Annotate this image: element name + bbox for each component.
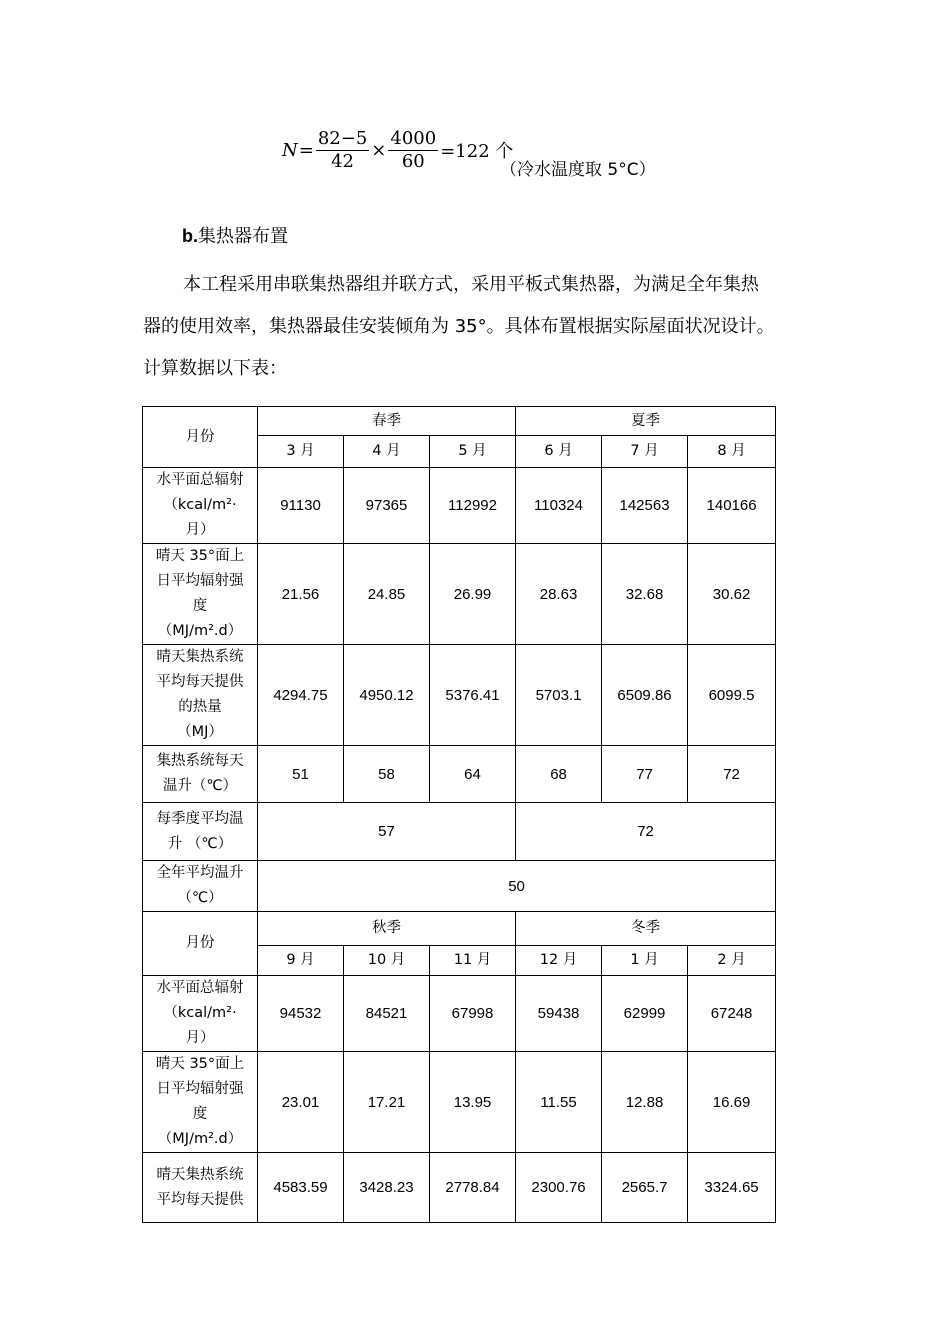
label-line: 水平面总辐射 [156, 472, 244, 488]
data-cell: 6099.5 [688, 645, 776, 746]
label-line: 平均每天提供 [156, 674, 244, 690]
label-line: （℃） [177, 890, 223, 906]
month-cell: 11 月 [430, 946, 516, 976]
label-line: 晴天集热系统 [156, 1166, 244, 1183]
body-paragraph [143, 264, 823, 390]
row-label-daily-radiation [143, 1052, 258, 1153]
data-cell: 30.62 [688, 544, 776, 645]
label-line: 每季度平均温 [156, 810, 244, 827]
row-label-heat [143, 645, 258, 746]
row-label-year-average [143, 861, 258, 912]
table-row [143, 912, 776, 946]
data-cell: 64 [430, 746, 516, 803]
label-line: 平均每天提供 [156, 1191, 244, 1208]
data-cell: 72 [688, 746, 776, 803]
fraction-2-denominator: 60 [401, 150, 425, 172]
data-cell: 140166 [688, 468, 776, 544]
data-cell: 17.21 [344, 1052, 430, 1153]
label-line: 升 （℃） [167, 835, 233, 852]
formula-times: × [371, 139, 387, 161]
data-cell: 5703.1 [516, 645, 602, 746]
season-spring: 春季 [258, 407, 516, 436]
month-cell: 6 月 [516, 436, 602, 468]
data-cell: 77 [602, 746, 688, 803]
table-row [143, 645, 776, 746]
formula [282, 122, 514, 178]
data-cell: 6509.86 [602, 645, 688, 746]
season-autumn: 秋季 [258, 912, 516, 946]
table-row [143, 544, 776, 645]
label-line: （MJ/m².d） [157, 1131, 243, 1147]
table-row [143, 1153, 776, 1223]
fraction-1-denominator: 42 [331, 150, 355, 172]
data-cell: 5376.41 [430, 645, 516, 746]
table-row [143, 861, 776, 912]
label-line: 度 [192, 598, 208, 614]
data-cell: 2778.84 [430, 1153, 516, 1223]
season-winter: 冬季 [516, 912, 776, 946]
data-cell: 67248 [688, 976, 776, 1052]
data-cell: 32.68 [602, 544, 688, 645]
table-row [143, 468, 776, 544]
data-cell: 94532 [258, 976, 344, 1052]
data-cell: 28.63 [516, 544, 602, 645]
month-cell: 3 月 [258, 436, 344, 468]
data-cell: 142563 [602, 468, 688, 544]
month-cell: 1 月 [602, 946, 688, 976]
label-line: 晴天 35°面上 [155, 548, 245, 564]
row-label-daily-rise [143, 746, 258, 803]
formula-equals: = [298, 139, 314, 161]
formula-variable: N [282, 139, 298, 161]
month-cell: 9 月 [258, 946, 344, 976]
label-line: 全年平均温升 [156, 865, 244, 881]
label-line: （MJ） [177, 724, 223, 740]
data-cell: 26.99 [430, 544, 516, 645]
data-cell: 4583.59 [258, 1153, 344, 1223]
label-line: （kcal/m²· [163, 1005, 237, 1021]
section-letter: b. [182, 226, 198, 246]
month-cell: 7 月 [602, 436, 688, 468]
data-cell: 3324.65 [688, 1153, 776, 1223]
data-cell: 23.01 [258, 1052, 344, 1153]
season-summer: 夏季 [516, 407, 776, 436]
month-cell: 2 月 [688, 946, 776, 976]
year-average-value: 50 [258, 861, 776, 912]
label-line: 水平面总辐射 [156, 980, 244, 996]
month-cell: 4 月 [344, 436, 430, 468]
data-cell: 68 [516, 746, 602, 803]
section-heading [182, 222, 288, 248]
data-cell: 67998 [430, 976, 516, 1052]
data-cell: 2565.7 [602, 1153, 688, 1223]
data-cell: 62999 [602, 976, 688, 1052]
data-cell: 91130 [258, 468, 344, 544]
month-label-cell: 月份 [143, 912, 258, 976]
data-cell: 58 [344, 746, 430, 803]
data-cell: 59438 [516, 976, 602, 1052]
label-line: 晴天 35°面上 [155, 1056, 245, 1072]
label-line: 度 [192, 1106, 208, 1122]
data-cell: 12.88 [602, 1052, 688, 1153]
month-cell: 10 月 [344, 946, 430, 976]
formula-note: （冷水温度取 5°C） [500, 160, 656, 180]
formula-result: =122 个 [440, 141, 514, 162]
fraction-1-numerator: 82−5 [317, 127, 368, 149]
formula-fraction-2 [388, 128, 438, 173]
label-line: （kcal/m²· [163, 497, 237, 513]
month-cell: 8 月 [688, 436, 776, 468]
data-cell: 110324 [516, 468, 602, 544]
section-title: 集热器布置 [198, 226, 288, 247]
data-cell: 21.56 [258, 544, 344, 645]
fraction-2-numerator: 4000 [390, 127, 437, 149]
month-cell: 5 月 [430, 436, 516, 468]
label-line: （MJ/m².d） [157, 623, 243, 639]
label-line: 日平均辐射强 [156, 573, 244, 589]
paragraph-line-3: 计算数据以下表： [143, 358, 287, 379]
label-line: 月） [185, 1030, 215, 1046]
season-average-spring: 57 [258, 803, 516, 861]
data-cell: 112992 [430, 468, 516, 544]
label-line: 的热量 [178, 699, 222, 715]
label-line: 月） [185, 522, 215, 538]
row-label-season-average [143, 803, 258, 861]
data-cell: 13.95 [430, 1052, 516, 1153]
row-label-radiation [143, 468, 258, 544]
paragraph-line-2: 器的使用效率，集热器最佳安装倾角为 35°。具体布置根据实际屋面状况设计。 [143, 316, 775, 337]
label-line: 晴天集热系统 [156, 649, 244, 665]
table-row [143, 1052, 776, 1153]
row-label-heat [143, 1153, 258, 1223]
table-row [143, 746, 776, 803]
data-cell: 84521 [344, 976, 430, 1052]
paragraph-line-1: 本工程采用串联集热器组并联方式，采用平板式集热器，为满足全年集热 [183, 274, 759, 295]
solar-data-table [142, 406, 776, 1223]
row-label-radiation [143, 976, 258, 1052]
data-cell: 2300.76 [516, 1153, 602, 1223]
label-line: 温升（℃） [162, 778, 238, 794]
data-cell: 4950.12 [344, 645, 430, 746]
month-cell: 12 月 [516, 946, 602, 976]
data-cell: 16.69 [688, 1052, 776, 1153]
data-cell: 11.55 [516, 1052, 602, 1153]
table-row [143, 407, 776, 436]
season-average-summer: 72 [516, 803, 776, 861]
data-cell: 51 [258, 746, 344, 803]
month-label-cell: 月份 [143, 407, 258, 468]
table-row [143, 976, 776, 1052]
table-row [143, 803, 776, 861]
data-cell: 24.85 [344, 544, 430, 645]
label-line: 日平均辐射强 [156, 1081, 244, 1097]
label-line: 集热系统每天 [156, 753, 244, 769]
formula-fraction-1 [316, 128, 369, 173]
data-cell: 4294.75 [258, 645, 344, 746]
data-cell: 3428.23 [344, 1153, 430, 1223]
data-cell: 97365 [344, 468, 430, 544]
row-label-daily-radiation [143, 544, 258, 645]
